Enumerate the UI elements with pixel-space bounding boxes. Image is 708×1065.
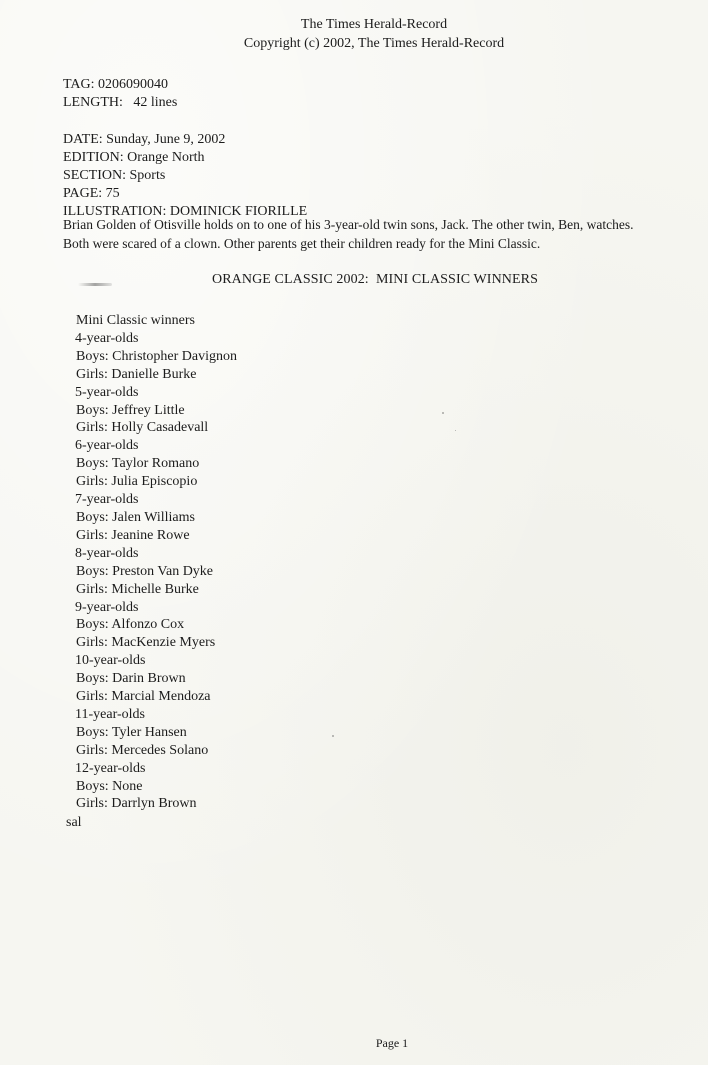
scan-speck xyxy=(455,430,456,431)
age-group-8: 8-year-olds xyxy=(75,545,139,561)
age-group-12: 12-year-olds xyxy=(75,760,146,776)
boys-winner-10: Boys: Darin Brown xyxy=(76,671,186,687)
photo-caption xyxy=(63,215,683,253)
edition-line: EDITION: Orange North xyxy=(63,150,205,165)
page-footer xyxy=(0,1035,708,1051)
story-id-block xyxy=(63,76,177,112)
girls-winner-9: Girls: MacKenzie Myers xyxy=(76,635,216,651)
winners-title: Mini Classic winners xyxy=(76,313,195,328)
caption-line-1: Brian Golden of Otisville holds on to one of his 3-year-old twin sons, Jack. The other twin, Ben, watches. xyxy=(63,217,634,232)
girls-winner-5: Girls: Holly Casadevall xyxy=(76,420,209,436)
story-meta-block xyxy=(63,131,307,221)
boys-winner-5: Boys: Jeffrey Little xyxy=(76,402,185,418)
illustration-line: ILLUSTRATION: DOMINICK FIORILLE xyxy=(63,204,308,219)
publication-name: The Times Herald-Record xyxy=(300,17,448,32)
tag-line: TAG: 0206090040 xyxy=(63,77,169,92)
girls-winner-4: Girls: Danielle Burke xyxy=(76,366,197,382)
document-header xyxy=(0,15,708,53)
boys-winner-8: Boys: Preston Van Dyke xyxy=(76,563,214,579)
age-group-4: 4-year-olds xyxy=(75,330,139,346)
age-group-11: 11-year-olds xyxy=(75,706,145,722)
author-signoff: sal xyxy=(66,815,82,830)
story-headline: ORANGE CLASSIC 2002: MINI CLASSIC WINNERS xyxy=(212,272,538,287)
scan-speck xyxy=(332,735,334,737)
boys-winner-6: Boys: Taylor Romano xyxy=(76,456,200,472)
age-group-6: 6-year-olds xyxy=(75,438,139,454)
date-line: DATE: Sunday, June 9, 2002 xyxy=(63,132,226,147)
boys-winner-7: Boys: Jalen Williams xyxy=(76,509,195,525)
girls-winner-7: Girls: Jeanine Rowe xyxy=(76,527,190,543)
boys-winner-4: Boys: Christopher Davignon xyxy=(76,348,237,364)
section-line: SECTION: Sports xyxy=(63,168,166,183)
girls-winner-10: Girls: Marcial Mendoza xyxy=(76,689,211,705)
length-line: LENGTH: 42 lines xyxy=(63,95,178,110)
page-line: PAGE: 75 xyxy=(63,186,120,201)
girls-winner-8: Girls: Michelle Burke xyxy=(76,581,199,597)
caption-line-2: Both were scared of a clown. Other parents get their children ready for the Mini Classic. xyxy=(63,236,541,251)
girls-winner-6: Girls: Julia Episcopio xyxy=(76,474,198,490)
page-number: Page 1 xyxy=(375,1036,409,1050)
girls-winner-11: Girls: Mercedes Solano xyxy=(76,742,209,758)
copyright-line: Copyright (c) 2002, The Times Herald-Record xyxy=(243,36,505,51)
age-group-5: 5-year-olds xyxy=(75,384,139,400)
winners-list xyxy=(76,312,237,813)
boys-winner-12: Boys: None xyxy=(76,778,143,794)
girls-winner-12: Girls: Darrlyn Brown xyxy=(76,796,197,812)
boys-winner-11: Boys: Tyler Hansen xyxy=(76,724,187,740)
age-group-10: 10-year-olds xyxy=(75,653,146,669)
boys-winner-9: Boys: Alfonzo Cox xyxy=(76,617,185,633)
age-group-7: 7-year-olds xyxy=(75,492,139,508)
scan-speck xyxy=(442,412,444,414)
scan-smudge xyxy=(78,283,112,286)
age-group-9: 9-year-olds xyxy=(75,599,139,615)
